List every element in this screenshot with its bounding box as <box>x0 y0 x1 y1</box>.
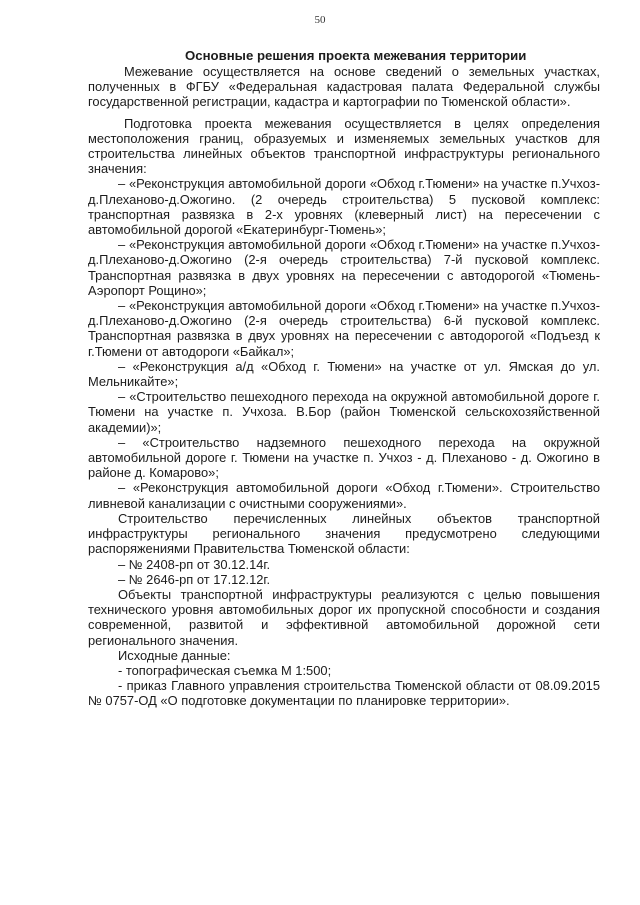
order-item: – № 2646-рп от 17.12.12г. <box>118 571 271 587</box>
goal-paragraph: Объекты транспортной инфраструктуры реализуются с целью повышения технического уровня автомобильных дорог их пропускной способности и создания современной, развитой и эффективной автомобильной дорожной сети регионального значения. <box>88 586 600 648</box>
document-body <box>88 48 600 709</box>
source-item: - топографическая съемка М 1:500; <box>118 662 332 678</box>
object-item: – «Реконструкция а/д «Обход г. Тюмени» на участке от ул. Ямская до ул. Мельникайте»; <box>88 358 600 390</box>
object-item: – «Реконструкция автомобильной дороги «Обход г.Тюмени» на участке п.Учхоз-д.Плеханово-д.Ожогино. (2 очередь строительства) 5 пусковой комплекс: транспортная развязка в 2-х уровнях (клеверный лист) на пересечении с автомобильной дорогой «Екатеринбург-Тюмень»; <box>88 176 600 238</box>
page-number: 50 <box>314 14 326 26</box>
object-item: – «Реконструкция автомобильной дороги «Обход г.Тюмени» на участке п.Учхоз-д.Плеханово-д.Ожогино (2-я очередь строительства) 6-й пусковой комплекс. Транспортная развязка в двух уровнях на пересечении с автодорогой «Подъезд к г.Тюмени от автодороги «Байкал»; <box>88 298 600 359</box>
source-item: - приказ Главного управления строительства Тюменской области от 08.09.2015 № 0757-ОД «О подготовке документации по планировке территории». <box>88 678 600 709</box>
source-heading: Исходные данные: <box>118 647 231 663</box>
order-item: – № 2408-рп от 30.12.14г. <box>118 556 271 572</box>
object-item: – «Строительство пешеходного перехода на окружной автомобильной дороге г. Тюмени на участке п. Учхоза. В.Бор (район Тюменской сельскохозяйственной академии)»; <box>88 389 600 435</box>
intro-paragraph: Межевание осуществляется на основе сведений о земельных участках, полученных в ФГБУ «Федеральная кадастровая палата Федеральной службы государственной регистрации, кадастра и картографии по Тюменской области». <box>88 64 600 110</box>
orders-intro-paragraph: Строительство перечисленных линейных объектов транспортной инфраструктуры регионального значения предусмотрено следующими распоряжениями Правительства Тюменской области: <box>88 510 600 557</box>
document-title: Основные решения проекта межевания территории <box>185 48 527 63</box>
object-item: – «Реконструкция автомобильной дороги «Обход г.Тюмени» на участке п.Учхоз-д.Плеханово-д.Ожогино (2-я очередь строительства) 7-й пусковой комплекс. Транспортная развязка в двух уровнях на пересечении с автодорогой «Тюмень-Аэропорт Рощино»; <box>88 237 600 298</box>
object-item: – «Реконструкция автомобильной дороги «Обход г.Тюмени». Строительство ливневой канализации с очистными сооружениями». <box>88 480 600 511</box>
purpose-paragraph: Подготовка проекта межевания осуществляется в целях определения местоположения границ, образуемых и изменяемых земельных участков для строительства линейных объектов транспортной инфраструктуры регионального значения: <box>88 115 600 177</box>
object-item: – «Строительство надземного пешеходного перехода на окружной автомобильной дороге г. Тюмени на участке п. Учхоз - д. Плеханово - д. Ожогино в районе д. Комарово»; <box>88 434 600 481</box>
